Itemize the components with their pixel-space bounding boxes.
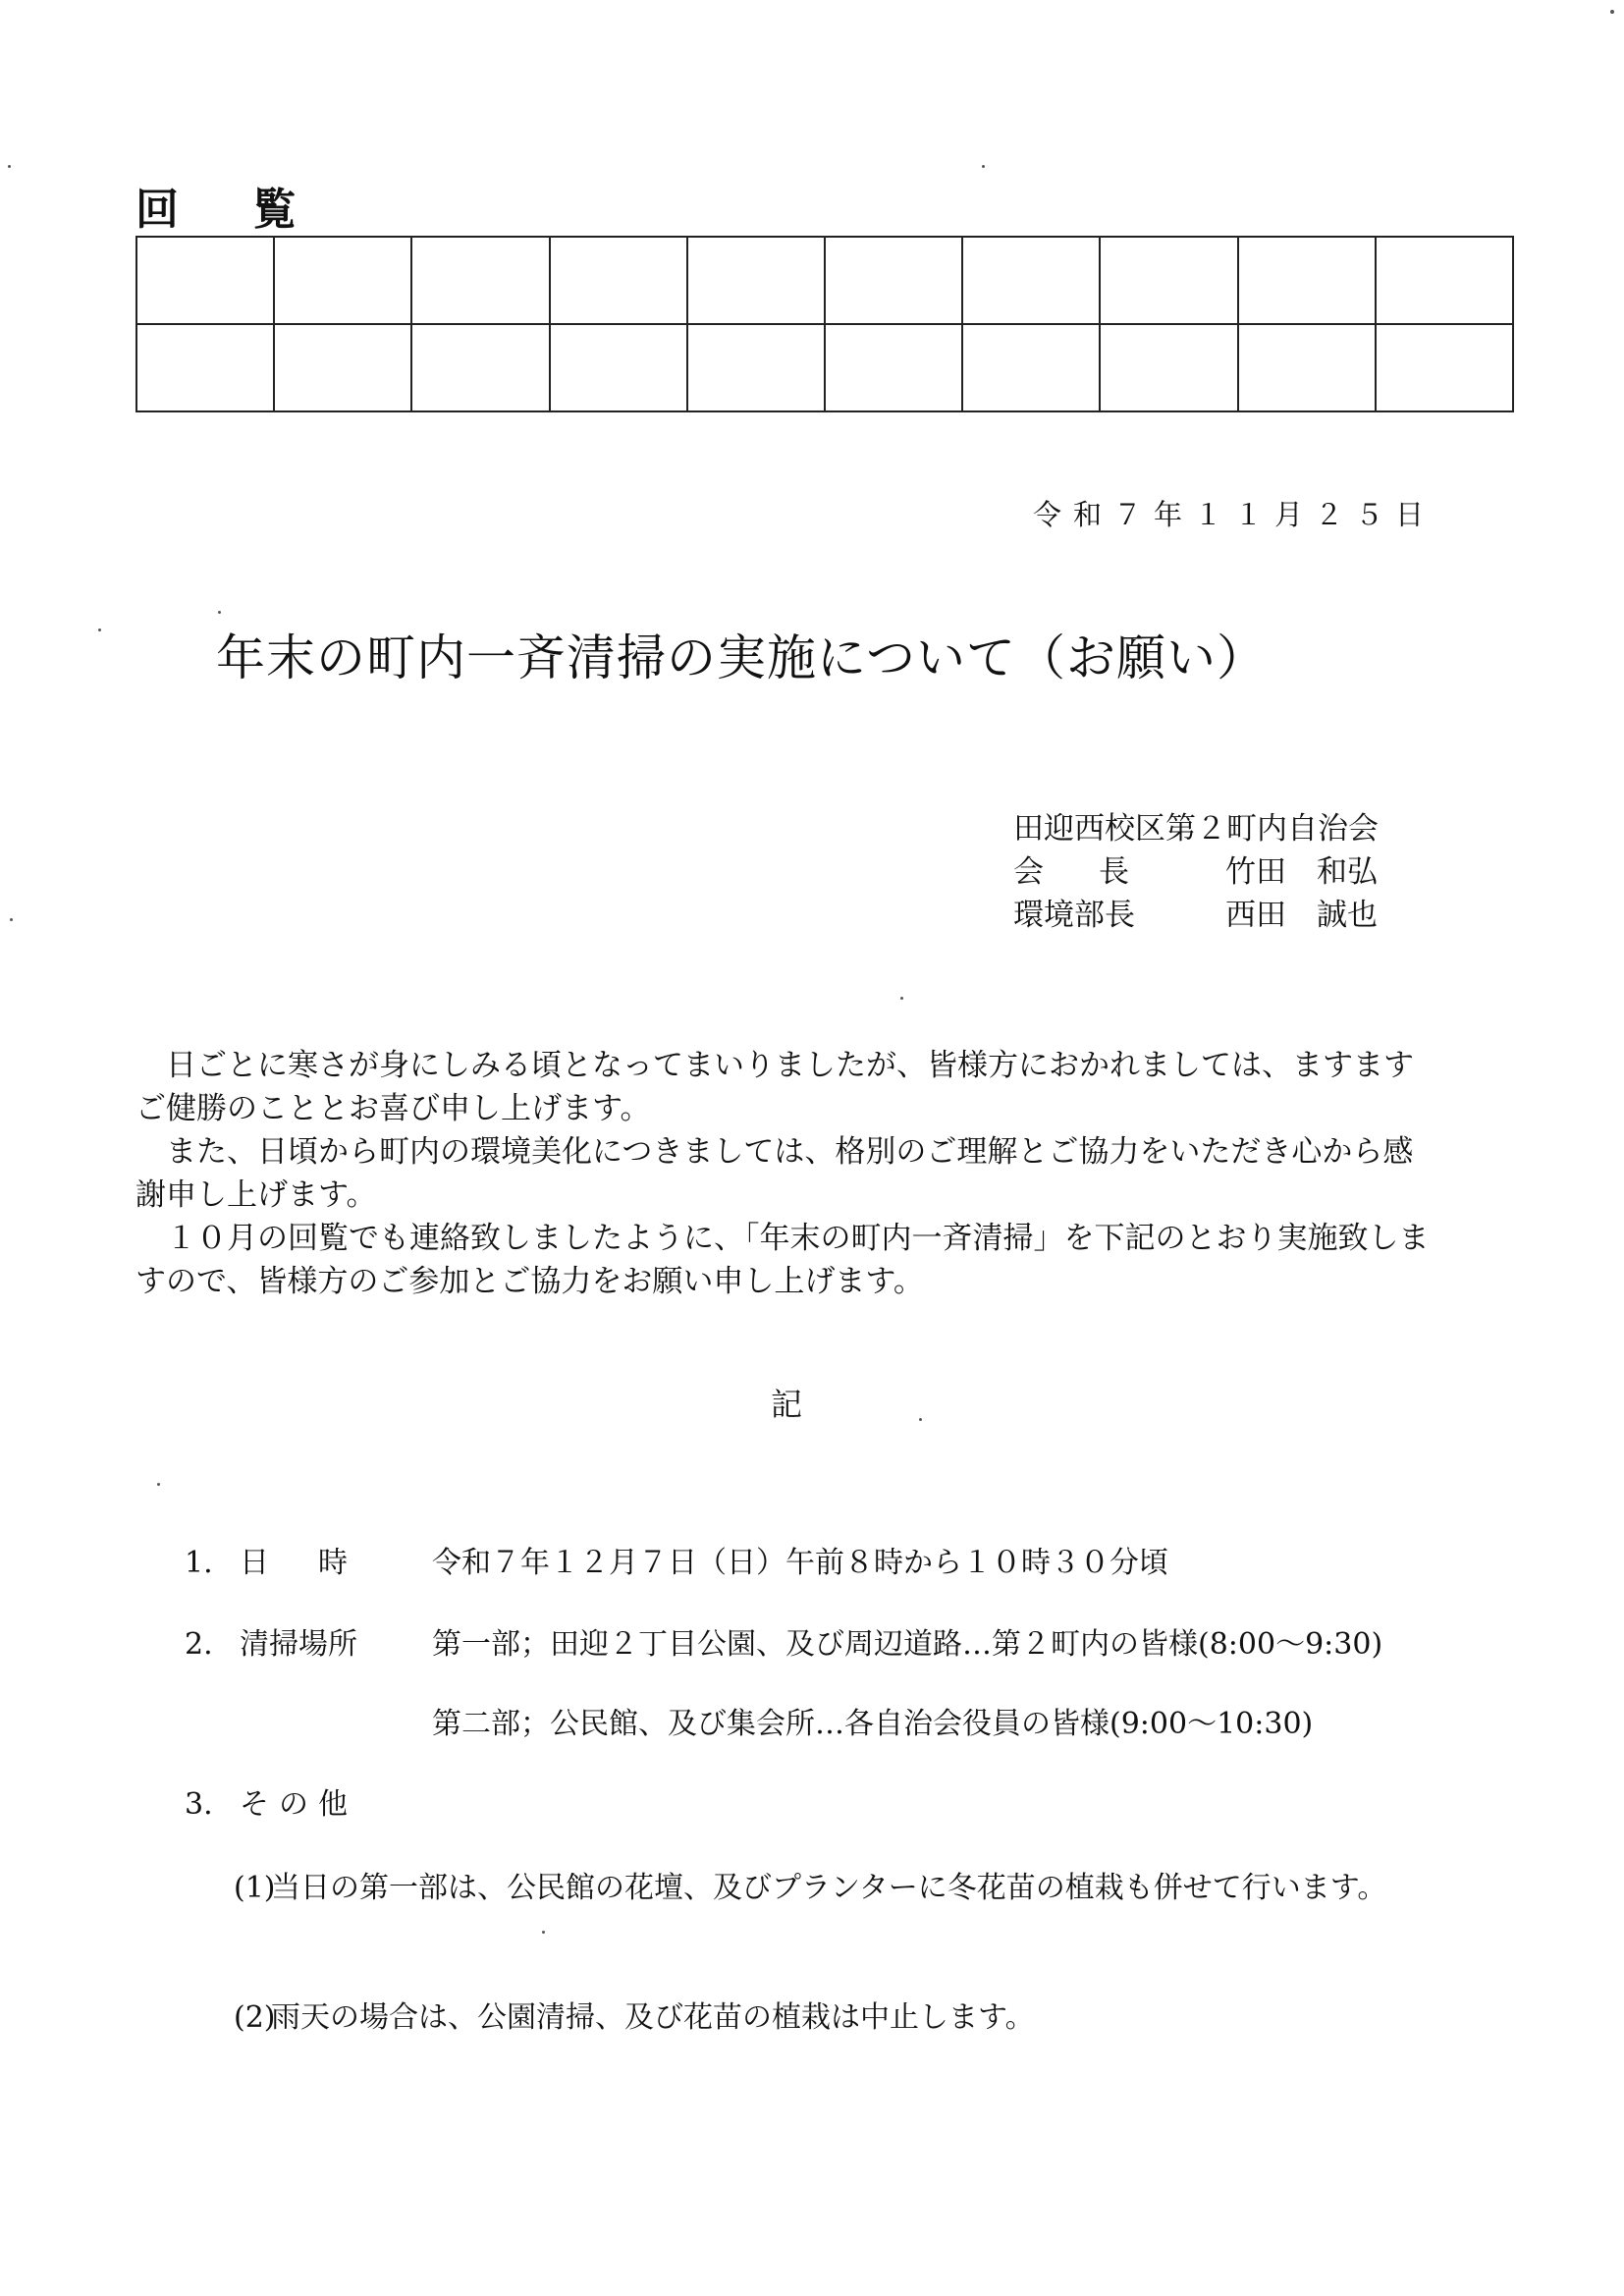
stamp-cell <box>136 324 274 411</box>
stamp-cell <box>1100 237 1237 324</box>
note-text: 雨天の場合は、公園清掃、及び花苗の植栽は中止します。 <box>271 2000 1035 2035</box>
document-title: 年末の町内一斉清掃の実施について（お願い） <box>216 629 1267 686</box>
stamp-cell <box>687 324 825 411</box>
stamp-cell <box>411 237 549 324</box>
note-number: (1) <box>234 1871 276 1905</box>
sender-role: 環境部長 <box>1013 898 1135 933</box>
item-label: 清掃場所 <box>240 1627 357 1662</box>
stamp-cell <box>1376 324 1513 411</box>
sender-org: 田迎西校区第２町内自治会 <box>1013 811 1379 847</box>
stamp-cell <box>1100 324 1237 411</box>
stamp-row <box>136 324 1513 411</box>
sender-name: 竹田 和弘 <box>1225 854 1378 890</box>
item-value: 令和７年１２月７日（日）午前８時から１０時３０分頃 <box>432 1546 1168 1580</box>
stamp-cell <box>687 237 825 324</box>
item-label: 日時 <box>240 1546 397 1580</box>
scan-speck <box>98 629 101 631</box>
sender-env-head <box>1013 894 1379 937</box>
stamp-cell <box>136 237 274 324</box>
circulation-label: 回 覧 <box>135 185 326 235</box>
item-datetime <box>185 1544 1168 1583</box>
item-value: 第一部；田迎２丁目公園、及び周辺道路…第２町内の皆様(8:00～9:30) <box>432 1627 1383 1662</box>
stamp-row <box>136 237 1513 324</box>
item-number: 2. <box>185 1627 213 1662</box>
body-paragraph: また、日頃から町内の環境美化につきましては、格別のご理解とご協力をいただき心から感謝申し上げます。 <box>135 1134 1414 1213</box>
stamp-cell <box>825 237 962 324</box>
stamp-cell <box>1376 237 1513 324</box>
scan-speck <box>157 1483 160 1486</box>
scan-speck <box>1610 10 1614 14</box>
note-item <box>234 1866 1441 1911</box>
note-item <box>234 1995 1441 2041</box>
scan-speck <box>900 997 903 1000</box>
item-label: その他 <box>240 1787 357 1822</box>
sender-chairman <box>1013 850 1379 894</box>
issue-date: 令和７年１１月２５日 <box>1032 498 1435 531</box>
stamp-cell <box>1238 324 1376 411</box>
stamp-cell <box>411 324 549 411</box>
body-paragraph: １０月の回覧でも連絡致しましたように、「年末の町内一斉清掃」を下記のとおり実施致しますので、皆様方のご参加とご協力をお願い申し上げます。 <box>135 1221 1430 1299</box>
note-text: 当日の第一部は、公民館の花壇、及びプランターに冬花苗の植栽も併せて行います。 <box>271 1871 1387 1905</box>
scan-speck <box>10 918 13 921</box>
ki-heading: 記 <box>771 1386 803 1423</box>
scan-speck <box>218 611 221 614</box>
stamp-cell <box>550 324 687 411</box>
stamp-cell <box>274 237 411 324</box>
item-number: 3. <box>185 1787 213 1822</box>
stamp-cell <box>962 237 1100 324</box>
stamp-cell <box>962 324 1100 411</box>
body-paragraph: 日ごとに寒さが身にしみる頃となってまいりましたが、皆様方におかれましては、ますますご健勝のこととお喜び申し上げます。 <box>135 1048 1414 1126</box>
scan-speck <box>919 1418 922 1421</box>
item-other <box>185 1785 432 1825</box>
sender-name: 西田 誠也 <box>1225 898 1378 933</box>
sender-block <box>1013 807 1379 937</box>
circulation-stamp-grid <box>135 236 1514 412</box>
stamp-cell <box>1238 237 1376 324</box>
item-number: 1. <box>185 1546 213 1580</box>
stamp-cell <box>825 324 962 411</box>
note-number: (2) <box>234 2000 276 2035</box>
scan-speck <box>542 1931 545 1934</box>
stamp-cell <box>550 237 687 324</box>
scan-speck <box>8 165 11 168</box>
scan-speck <box>982 165 985 168</box>
stamp-cell <box>274 324 411 411</box>
item-location <box>185 1625 1382 1665</box>
body-text <box>135 1044 1441 1303</box>
sender-role: 会長 <box>1013 854 1184 890</box>
item-value: 第二部；公民館、及び集会所…各自治会役員の皆様(9:00～10:30) <box>432 1707 1314 1741</box>
item-location-part2 <box>432 1705 1313 1744</box>
